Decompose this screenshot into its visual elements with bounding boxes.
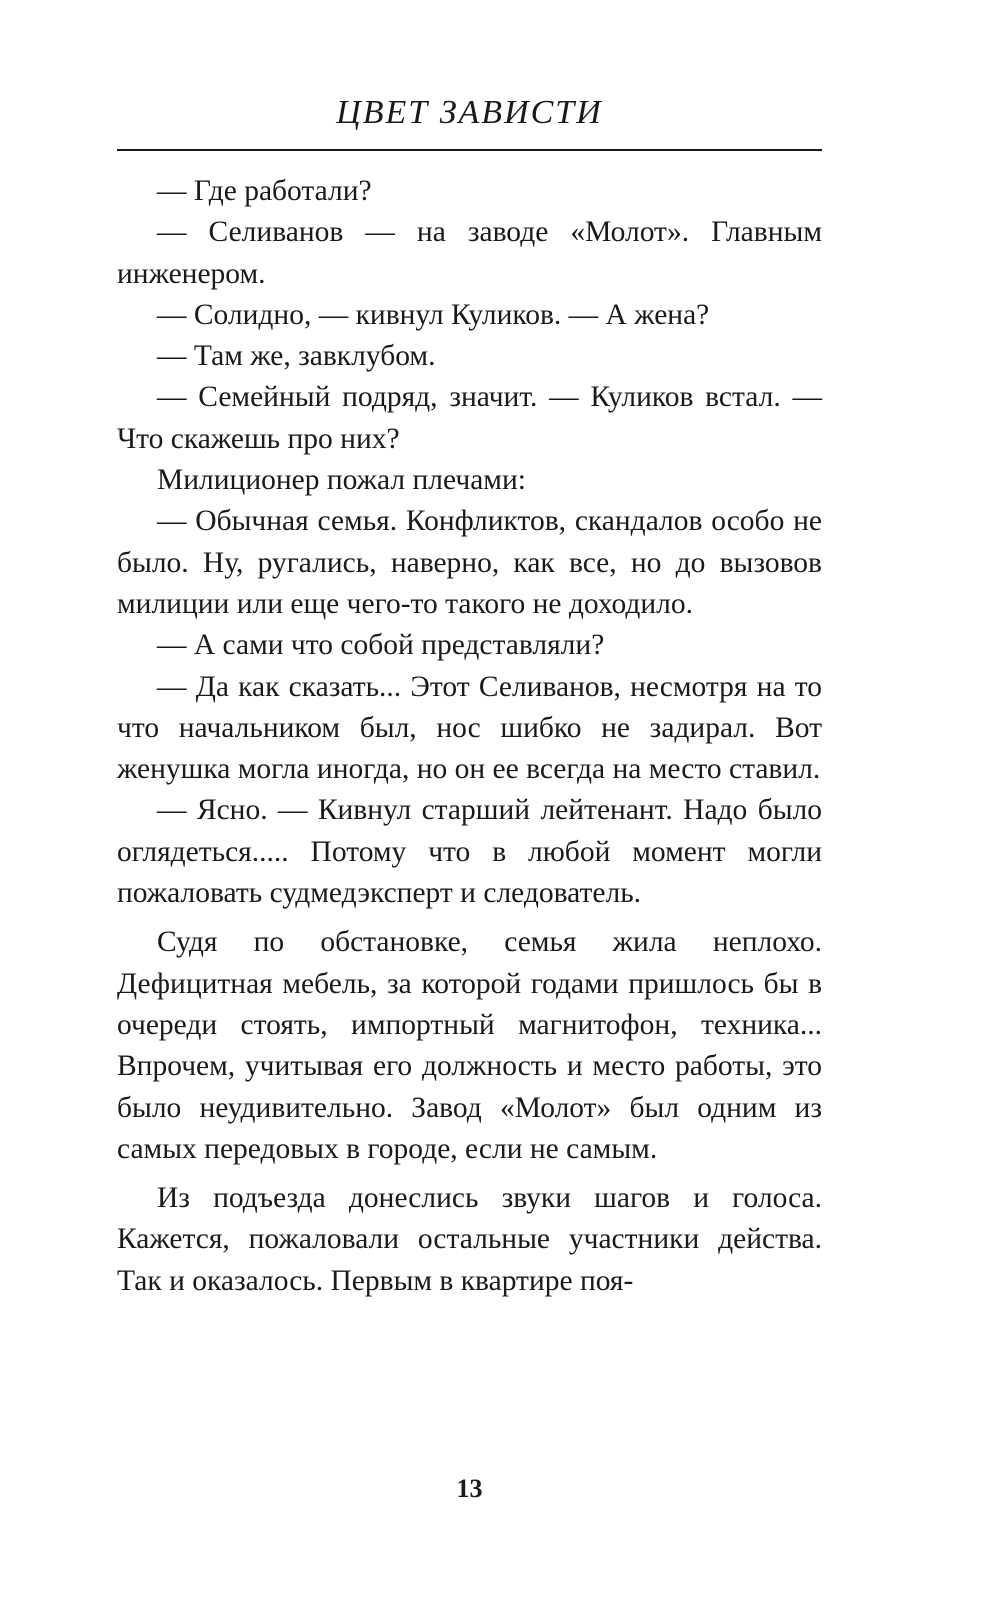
paragraph: Милиционер пожал плечами: — [157, 464, 526, 497]
running-head: ЦВЕТ ЗАВИСТИ — [336, 94, 603, 131]
paragraph: — А сами что собой представляли? — [157, 629, 605, 662]
paragraph: — Там же, завклубом. — [157, 340, 436, 373]
paragraph: — Семейный подряд, значит. — Куликов встал. — Что скажешь про них? — [117, 381, 822, 455]
page-number: 13 — [456, 1474, 483, 1503]
paragraph: — Селиванов — на заводе «Молот». Главным инженером. — [117, 216, 822, 290]
paragraph: — Да как сказать... Этот Селиванов, несмотря на то что начальником был, нос шибко не задирал. Вот женушка могла иногда, но он ее всегда на место ставил. — [117, 670, 822, 786]
paragraph: Судя по обстановке, семья жила неплохо. Дефицитная мебель, за которой годами пришлось бы в очереди стоять, импортный магнитофон, техника... Впрочем, учитывая его должность и место работы, это было неудивительно. Завод «Молот» был одним из самых передовых в городе, если не самым. — [117, 926, 822, 1165]
body-text — [117, 171, 822, 1302]
paragraph: Из подъезда донеслись звуки шагов и голоса. Кажется, пожаловали остальные участники действа. Так и оказалось. Первым в квартире поя- — [117, 1182, 822, 1297]
paragraph: — Обычная семья. Конфликтов, скандалов особо не было. Ну, ругались, наверно, как все, но до вызовов милиции или еще чего-то такого не доходило. — [117, 505, 822, 620]
paragraph: — Солидно, — кивнул Куликов. — А жена? — [157, 298, 710, 331]
paragraph: — Ясно. — Кивнул старший лейтенант. Надо было оглядеться..... Потому что в любой момент могли пожаловать судмедэксперт и следователь. — [117, 794, 822, 910]
header-rule — [117, 149, 822, 151]
paragraph: — Где работали? — [157, 175, 372, 207]
